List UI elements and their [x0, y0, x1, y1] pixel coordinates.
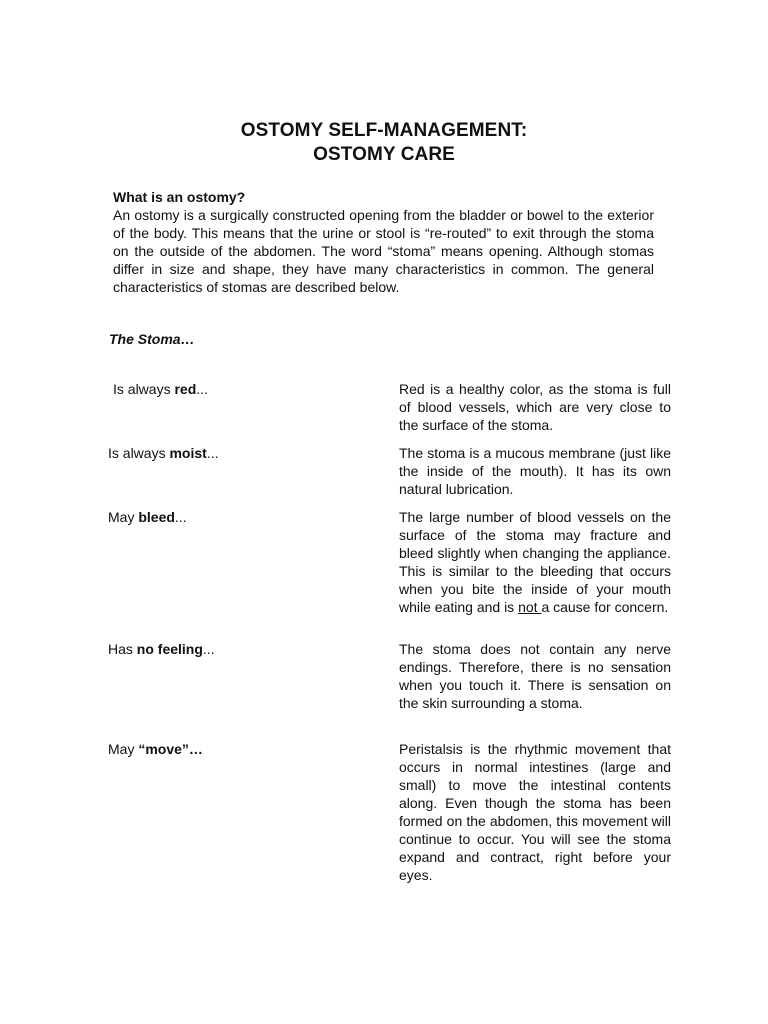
- label-keyword: moist: [169, 445, 207, 461]
- characteristic-description-red: Red is a healthy color, as the stoma is full of blood vessels, which are very close to the surface of the stoma.: [399, 381, 671, 433]
- label-prefix: May: [108, 741, 139, 757]
- characteristic-description-no-feeling: The stoma does not contain any nerve endings. Therefore, there is no sensation when you touch it. There is sensation on the skin surrounding a stoma.: [399, 641, 671, 711]
- characteristic-description-bleed: [399, 508, 671, 616]
- label-prefix: May: [108, 509, 139, 525]
- section-heading: The Stoma…: [109, 331, 195, 347]
- characteristic-label-red: [113, 380, 208, 398]
- page-title-line-2: OSTOMY CARE: [313, 144, 455, 165]
- characteristic-label-bleed: [108, 508, 187, 526]
- label-suffix: ...: [206, 445, 219, 461]
- label-suffix: ...: [174, 509, 187, 525]
- characteristic-label-moist: [108, 444, 218, 462]
- label-keyword: no feeling: [136, 641, 203, 657]
- description-underlined-text: not: [518, 599, 542, 615]
- label-keyword: bleed: [138, 509, 175, 525]
- label-suffix: ...: [196, 381, 208, 397]
- question-heading: What is an ostomy?: [113, 189, 246, 205]
- label-keyword: red: [174, 381, 197, 397]
- label-prefix: Is always: [113, 381, 175, 397]
- intro-paragraph: An ostomy is a surgically constructed opening from the bladder or bowel to the exterior of the body. This means that the urine or stool is “re-routed” to exit through the stoma on the outside of the abdomen. The word “stoma” means opening. Although stomas differ in size and shape, they have many characteristics in common. The general characteristics of stomas are described below.: [113, 207, 654, 295]
- characteristic-description-moist: The stoma is a mucous membrane (just like the inside of the mouth). It has its own natural lubrication.: [399, 445, 671, 497]
- characteristic-description-move: Peristalsis is the rhythmic movement that occurs in normal intestines (large and small) to move the intestinal contents along. Even though the stoma has been formed on the abdomen, this movement will continue to occur. You will see the stoma expand and contract, right before your eyes.: [399, 741, 671, 883]
- description-text: The large number of blood vessels on the surface of the stoma may fracture and bleed slightly when changing the appliance. This is similar to the bleeding that occurs when you bite the inside of your mouth while eating and is: [399, 509, 671, 615]
- characteristic-label-move: [108, 740, 203, 758]
- characteristic-label-no-feeling: [108, 640, 215, 658]
- label-prefix: Is always: [108, 445, 170, 461]
- label-keyword: “move”…: [138, 741, 203, 757]
- label-prefix: Has: [108, 641, 137, 657]
- label-suffix: ...: [202, 641, 215, 657]
- page-title-line-1: OSTOMY SELF-MANAGEMENT:: [240, 120, 528, 141]
- description-text: a cause for concern.: [541, 599, 669, 615]
